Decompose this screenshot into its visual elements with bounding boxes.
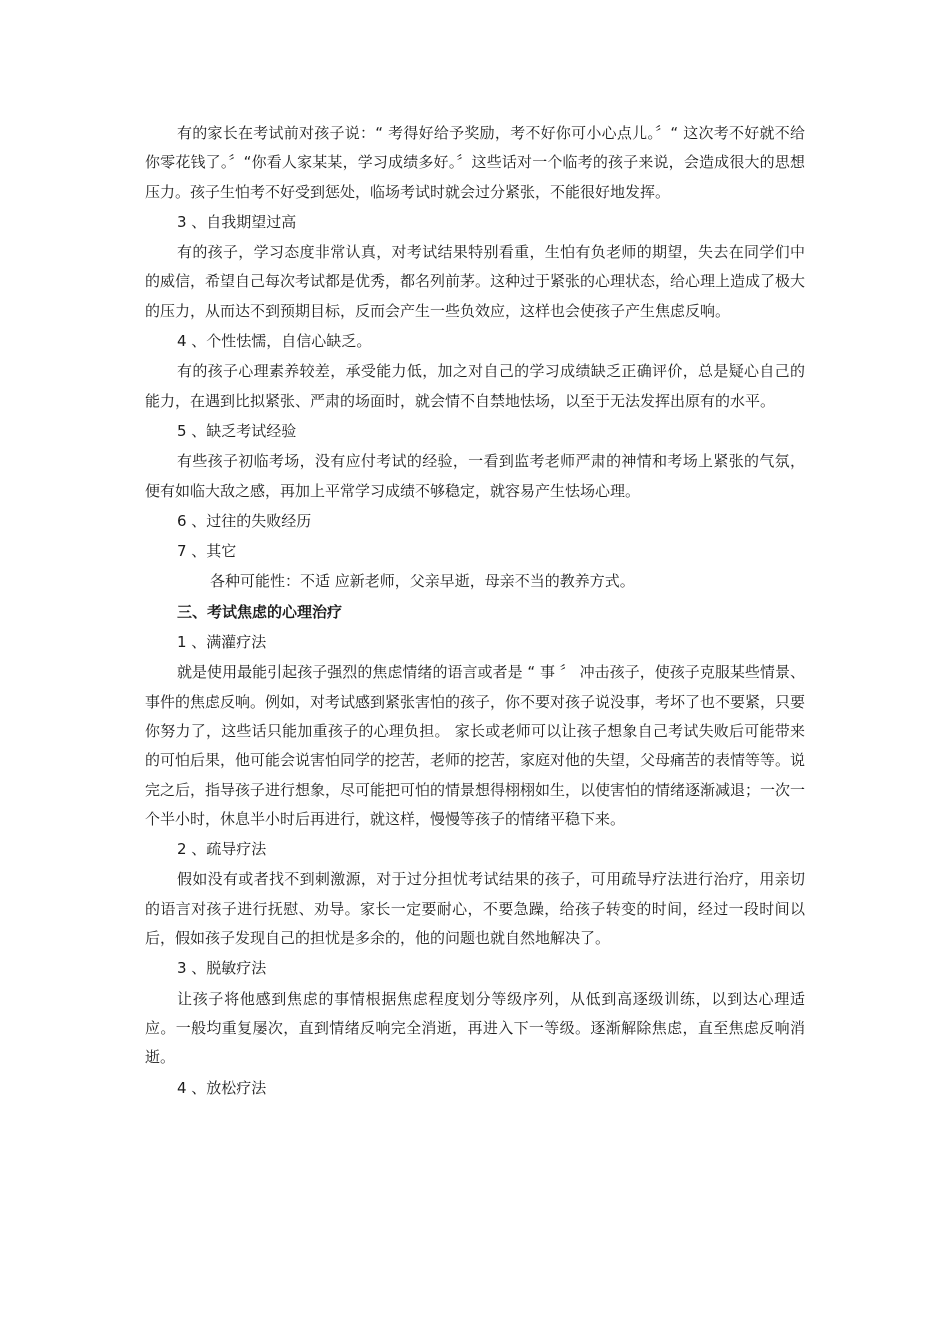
heading-counseling-therapy: 2 、疏导疗法 [177,840,267,859]
heading-past-failure: 6 、过往的失败经历 [177,511,312,530]
heading-high-self-expectation: 3 、自我期望过高 [177,212,297,231]
paragraph-counseling-therapy: 假如没有或者找不到刺激源，对于过分担忧考试结果的孩子，可用疏导疗法进行治疗，用亲切的语言对孩子进行抚慰、劝导。家长一定要耐心，不要急躁，给孩子转变的时间，经过一段时间以后，假如孩子发现自己的担忧是多余的，他的问题也就自然地解决了。 [145,870,805,948]
paragraph-high-self-expectation: 有的孩子，学习态度非常认真，对考试结果特别看重，生怕有负老师的期望，失去在同学们中的威信，希望自己每次考试都是优秀，都名列前茅。这种过于紧张的心理状态，给心理上造成了极大的压力，从而达不到预期目标，反而会产生一些负效应，这样也会使孩子产生焦虑反响。 [145,243,806,320]
paragraph-desensitization-therapy: 让孩子将他感到焦虑的事情根据焦虑程度划分等级序列，从低到高逐级训练，以到达心理适应。一般均重复屡次，直到情绪反响完全消逝，再进入下一等级。逐渐解除焦虑，直至焦虑反响消逝。 [145,989,805,1067]
paragraph-parent-pressure: 有的家长在考试前对孩子说：“ 考得好给予奖励，考不好你可小心点儿。〞“ 这次考不好就不给你零花钱了。〞“你看人家某某，学习成绩多好。〞这些话对一个临考的孩子来说，会造成很大的思想压力。孩子生怕考不好受到惩处，临场考试时就会过分紧张，不能很好地发挥。 [145,124,805,201]
heading-timid-personality: 4 、个性怯懦，自信心缺乏。 [177,332,372,351]
heading-other: 7 、其它 [177,542,237,561]
paragraph-timid-personality: 有的孩子心理素养较差，承受能力低，加之对自己的学习成绩缺乏正确评价，总是疑心自己的能力，在遇到比拟紧张、严肃的场面时，就会情不自禁地怯场，以至于无法发挥出原有的水平。 [145,362,805,410]
paragraph-other-possibilities: 各种可能性：不适 应新老师，父亲早逝，母亲不当的教养方式。 [210,572,635,591]
heading-flooding-therapy: 1 、满灌疗法 [177,633,267,652]
heading-relaxation-therapy: 4 、放松疗法 [177,1078,267,1097]
paragraph-lack-of-experience: 有些孩子初临考场，没有应付考试的经验，一看到监考老师严肃的神情和考场上紧张的气氛，便有如临大敌之感，再加上平常学习成绩不够稳定，就容易产生怯场心理。 [145,452,805,500]
heading-desensitization-therapy: 3 、脱敏疗法 [177,959,267,978]
document-body [145,119,805,1104]
paragraph-flooding-therapy: 就是使用最能引起孩子强烈的焦虑情绪的语言或者是 “ 事 〞 冲击孩子，使孩子克服某些情景、事件的焦虑反响。例如，对考试感到紧张害怕的孩子，你不要对孩子说没事，考坏了也不要紧，只要你努力了，这些话只能加重孩子的心理负担。 家长或老师可以让孩子想象自己考试失败后可能带来的可怕后果，他可能会说害怕同学的挖苦，老师的挖苦，家庭对他的失望，父母痛苦的表情等等。说完之后，指导孩子进行想象，尽可能把可怕的情景想得栩栩如生，以使害怕的情绪逐渐减退；一次一个半小时，休息半小时后再进行，就这样，慢慢等孩子的情绪平稳下来。 [145,663,806,828]
section-title-treatment: 三、考试焦虑的心理治疗 [177,602,343,621]
heading-lack-of-experience: 5 、缺乏考试经验 [177,421,297,440]
